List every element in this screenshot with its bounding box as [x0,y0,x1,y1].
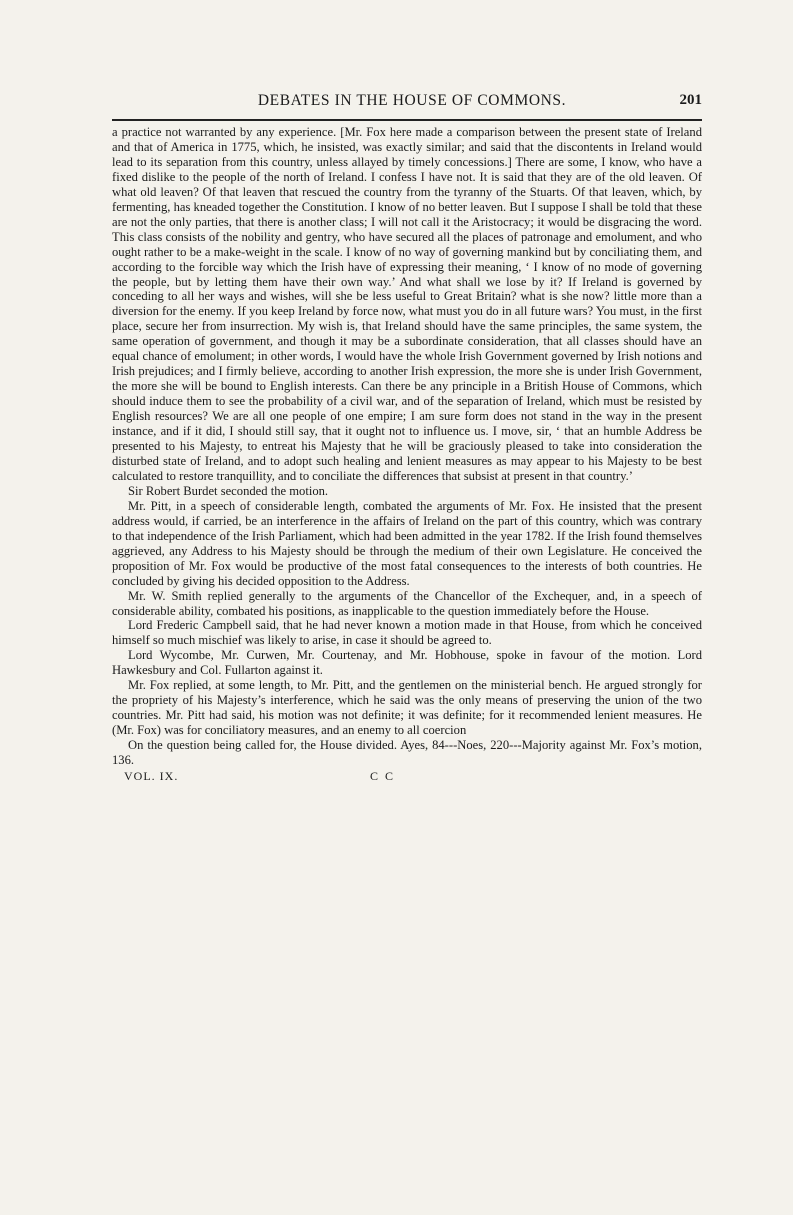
paragraph-fox-speech: a practice not warranted by any experience. [Mr. Fox here made a comparison between the present state of Ireland and that of America in 1775, which, he insisted, was exactly similar; and said that the discontents in Ireland would lead to its separation from this country, unless allayed by timely concessions.] There are some, I know, who have a fixed dislike to the people of the north of Ireland. I confess I have not. It is said that they are of the old leaven. Of what old leaven? Of that leaven that rescued the country from the tyranny of the Stuarts. Of that leaven, which, by fermenting, has kneaded together the Constitution. I know of no better leaven. But I suppose I shall be told that these are not the only parties, that there is another class; I will not call it the Aristocracy; it would be disgracing the word. This class consists of the nobility and gentry, who have secured all the places of patronage and emolument, and who ought rather to be a make-weight in the scale. I know of no way of governing mankind but by conciliating them, and according to the forcible way which the Irish have of expressing their meaning, ‘ I know of no mode of governing the people, but by letting them have their own way.’ And what shall we lose by it? If Ireland is governed by conceding to all her ways and wishes, will she be less useful to Great Britain? what is she now? little more than a diversion for the enemy. If you keep Ireland by force now, what must you do in all future wars? You must, in the first place, secure her from insurrection. My wish is, that Ireland should have the same principles, the same system, the same operation of government, and though it may be a subordinate consideration, that all classes should have an equal chance of emolument; in other words, I would have the whole Irish Government governed by Irish notions and Irish prejudices; and I firmly believe, according to another Irish expression, the more she is under Irish Government, the more she will be bound to English interests. Can there be any principle in a British House of Commons, which should induce them to see the probability of a civil war, and of the separation of Ireland, which must be resisted by English resources? We are all one people of one empire; I am sure form does not stand in the way in the present instance, and if it did, I should still say, that it ought not to influence us. I move, sir, ‘ that an humble Address be presented to his Majesty, to entreat his Majesty that he will be graciously pleased to take into consideration the disturbed state of Ireland, and to adopt such healing and lenient measures as may appear to his Majesty to be best calculated to restore tranquillity, and to conciliate the differences that subsist at present in that country.’ [112,125,702,483]
paragraph-pitt: Mr. Pitt, in a speech of considerable length, combated the arguments of Mr. Fox. He insisted that the present address would, if carried, be an interference in the affairs of Ireland on the part of this country, which was contrary to that independence of the Irish Parliament, which had been admitted in the year 1782. If the Irish found themselves aggrieved, any Address to his Majesty should be through the medium of their own Legislature. He conceived the proposition of Mr. Fox would be productive of the most fatal consequences to the interests of both countries. He concluded by giving his decided opposition to the Address. [112,498,702,588]
paragraph-campbell: Lord Frederic Campbell said, that he had never known a motion made in that House, from which he conceived himself so much mischief was likely to arise, in case it should be agreed to. [112,618,702,648]
page-footer [112,769,702,785]
running-head [112,92,702,114]
paragraph-division: On the question being called for, the House divided. Ayes, 84---Noes, 220---Majority against Mr. Fox’s motion, 136. [112,738,702,768]
paragraph-speakers: Lord Wycombe, Mr. Curwen, Mr. Courtenay, and Mr. Hobhouse, spoke in favour of the motion. Lord Hawkesbury and Col. Fullarton against it. [112,648,702,678]
paragraph-smith: Mr. W. Smith replied generally to the arguments of the Chancellor of the Exchequer, and, in a speech of considerable ability, combated his positions, as inapplicable to the question immediately before the House. [112,588,702,618]
sheet-mark: C C [370,768,396,783]
page-number: 201 [679,92,702,108]
volume-signature: VOL. IX. [124,768,179,783]
header-rule [112,119,702,121]
book-page [112,92,702,785]
paragraph-fox-reply: Mr. Fox replied, at some length, to Mr. Pitt, and the gentlemen on the ministerial bench. He argued strongly for the propriety of his Majesty’s interference, which he said was the only means of preserving the union of the two countries. Mr. Pitt had said, his motion was not definite; it was definite; for it recommended lenient measures. He (Mr. Fox) was for conciliatory measures, and an enemy to all coercion [112,678,702,738]
running-title: DEBATES IN THE HOUSE OF COMMONS. [257,92,567,109]
paragraph-burdet: Sir Robert Burdet seconded the motion. [128,483,329,498]
body-text [112,125,702,768]
